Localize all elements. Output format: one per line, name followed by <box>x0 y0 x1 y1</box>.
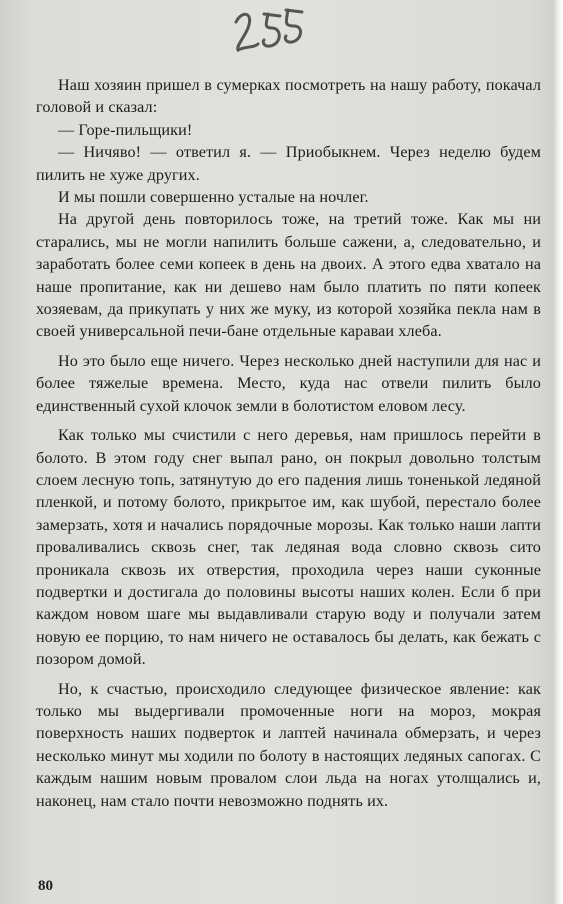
handwritten-page-note <box>228 4 308 58</box>
paragraph: Как только мы счистили с него деревья, нам пришлось перейти в болото. В этом году снег выпал рано, он покрыл довольно толстым слоем лесную топь, затянутую до его падения лишь тоненькой ледяной пленкой, и потому болото, прикрытое им, как шубой, перестало более замерзать, хотя и начались порядочные морозы. Как только наши лапти проваливались сквозь снег, так ледяная вода словно сквозь сито проникала сквозь их отверстия, проходила через наши суконные подвертки и достигала до половины высоты наших колен. Если б при каждом новом шаге мы выдавливали старую воду и получали затем новую ее порцию, то нам ничего не оставалось бы делать, как бежать с позором домой. <box>36 426 541 669</box>
paragraph: На другой день повторилось тоже, на третий тоже. Как мы ни старались, мы не могли напилить больше сажени, а, следовательно, и заработать более семи копеек в день на двоих. А этого едва хватало на наше пропитание, как ни дешево нам было платить по пяти копеек хозяевам, да прикупать у них же муку, из которой хозяйка пекла нам в своей универсальной печи-бане отдельные караваи хлеба. <box>36 210 541 341</box>
page-number: 80 <box>38 878 53 894</box>
paragraph: Но это было еще ничего. Через несколько дней наступили для нас и более тяжелые времена. Место, куда нас отвели пилить было единственный сухой клочок земли в болотистом еловом лесу. <box>36 351 541 415</box>
paragraph: Но, к счастью, происходило следующее физическое явление: как только мы выдергивали промоченные ноги на мороз, мокрая поверхность наших подверток и лаптей начинала обмерзать, и через несколько минут мы ходили по болоту в настоящих ледяных сапогах. С каждым нашим новым провалом слои льда на ногах утолщались и, наконец, нам стало почти невозможно поднять их. <box>36 679 541 810</box>
main-text <box>36 74 541 812</box>
page-edge <box>553 0 563 904</box>
paragraph: Наш хозяин пришел в сумерках посмотреть на нашу работу, покачал головой и сказал: <box>36 76 541 117</box>
handwritten-number-mark <box>228 4 308 58</box>
paragraph: — Горе-пильщики! <box>58 120 193 139</box>
paragraph: — Ничяво! — ответил я. — Приобыкнем. Через неделю будем пилить не хуже других. <box>36 143 541 184</box>
paragraph: И мы пошли совершенно усталые на ночлег. <box>58 188 369 207</box>
